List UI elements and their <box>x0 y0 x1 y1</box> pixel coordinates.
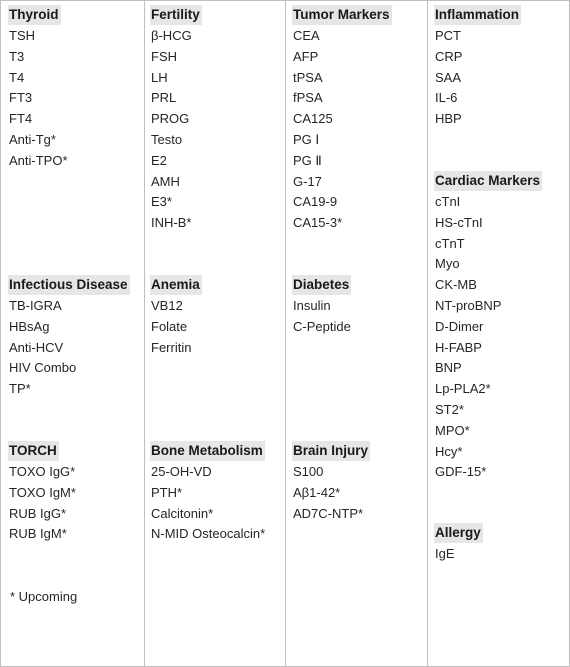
test-item: CA19-9 <box>293 194 338 210</box>
test-item: S100 <box>293 464 324 479</box>
test-item: Hcy* <box>435 443 463 459</box>
test-item: Anti-Tg* <box>9 131 56 147</box>
section-torch <box>8 441 144 545</box>
test-item: E3* <box>151 194 172 210</box>
section-heading: Allergy <box>434 523 483 543</box>
section-anemia <box>150 275 286 358</box>
test-item: ST2* <box>435 401 464 417</box>
section-heading: Fertility <box>150 5 202 25</box>
test-item: CA125 <box>293 111 333 127</box>
test-item: LH <box>151 69 168 85</box>
test-item: TOXO IgG* <box>9 464 76 479</box>
test-item: Aβ1-42* <box>293 484 341 500</box>
test-item: C-Peptide <box>293 318 351 334</box>
test-item: T3 <box>9 48 25 64</box>
section-inflammation <box>434 5 570 130</box>
test-item: CK-MB <box>435 277 477 293</box>
section-diabetes <box>292 275 428 338</box>
section-tumor-markers <box>292 5 428 234</box>
section-thyroid <box>8 5 144 172</box>
test-item: Testo <box>151 131 183 147</box>
test-item: Lp-PLA2* <box>435 381 491 397</box>
test-item: NT-proBNP <box>435 297 502 313</box>
section-heading: Diabetes <box>292 275 351 295</box>
test-item: RUB IgM* <box>9 526 67 542</box>
test-item: FT4 <box>9 111 33 127</box>
test-item: PTH* <box>151 484 183 500</box>
test-item: 25-OH-VD <box>151 464 212 479</box>
test-item: Myo <box>435 256 460 272</box>
test-item: T4 <box>9 69 25 85</box>
test-item: Anti-TPO* <box>9 152 68 168</box>
test-item: Folate <box>151 318 188 334</box>
test-item: PROG <box>151 111 190 127</box>
test-item: VB12 <box>151 298 183 313</box>
test-item: β-HCG <box>151 28 192 43</box>
test-item: PG Ⅰ <box>293 131 320 147</box>
section-heading: Bone Metabolism <box>150 441 265 461</box>
test-item: cTnI <box>435 194 461 209</box>
section-heading: Infectious Disease <box>8 275 130 295</box>
test-item: RUB IgG* <box>9 505 67 521</box>
section-brain-injury <box>292 441 428 524</box>
test-item: IL-6 <box>435 90 458 106</box>
test-item: TOXO IgM* <box>9 484 76 500</box>
test-item: TB-IGRA <box>9 298 62 313</box>
test-item: PCT <box>435 28 461 43</box>
test-item: N-MID Osteocalcin* <box>151 526 266 542</box>
test-item: MPO* <box>435 422 470 438</box>
test-item: BNP <box>435 360 462 376</box>
section-heading: Thyroid <box>8 5 61 25</box>
test-item: cTnT <box>435 235 465 251</box>
footnote: * Upcoming <box>10 589 78 604</box>
test-item: AD7C-NTP* <box>293 505 364 521</box>
section-heading: Anemia <box>150 275 202 295</box>
test-item: CA15-3* <box>293 215 343 231</box>
test-item: CRP <box>435 48 463 64</box>
section-cardiac-markers <box>434 171 570 483</box>
test-item: HIV Combo <box>9 360 77 376</box>
test-item: Calcitonin* <box>151 505 214 521</box>
test-item: tPSA <box>293 69 323 85</box>
section-bone-metabolism <box>150 441 286 545</box>
test-item: TP* <box>9 381 31 397</box>
test-item: HS-cTnI <box>435 214 483 230</box>
test-item: FT3 <box>9 90 33 106</box>
section-heading: TORCH <box>8 441 59 461</box>
test-item: E2 <box>151 152 167 168</box>
test-item: G-17 <box>293 173 322 189</box>
section-heading: Brain Injury <box>292 441 370 461</box>
section-heading: Inflammation <box>434 5 521 25</box>
section-fertility <box>150 5 286 234</box>
section-allergy <box>434 523 570 565</box>
test-item: FSH <box>151 48 177 64</box>
test-item: fPSA <box>293 90 323 106</box>
test-item: SAA <box>435 69 462 85</box>
test-item: Anti-HCV <box>9 339 64 355</box>
test-item: PRL <box>151 90 177 106</box>
section-heading: Cardiac Markers <box>434 171 542 191</box>
test-item: HBP <box>435 111 462 127</box>
test-item: Insulin <box>293 298 331 313</box>
section-infectious-disease <box>8 275 144 400</box>
test-item: Ferritin <box>151 339 192 355</box>
test-item: INH-B* <box>151 215 192 231</box>
test-item: HBsAg <box>9 318 50 334</box>
test-item: H-FABP <box>435 339 482 355</box>
test-item: AMH <box>151 173 180 189</box>
section-heading: Tumor Markers <box>292 5 392 25</box>
test-item: AFP <box>293 48 319 64</box>
test-item: CEA <box>293 28 320 43</box>
test-item: PG Ⅱ <box>293 152 322 168</box>
test-item: TSH <box>9 28 35 43</box>
test-item: GDF-15* <box>435 464 487 480</box>
test-item: D-Dimer <box>435 318 484 334</box>
test-item: IgE <box>435 546 455 561</box>
column-divider <box>144 1 145 666</box>
